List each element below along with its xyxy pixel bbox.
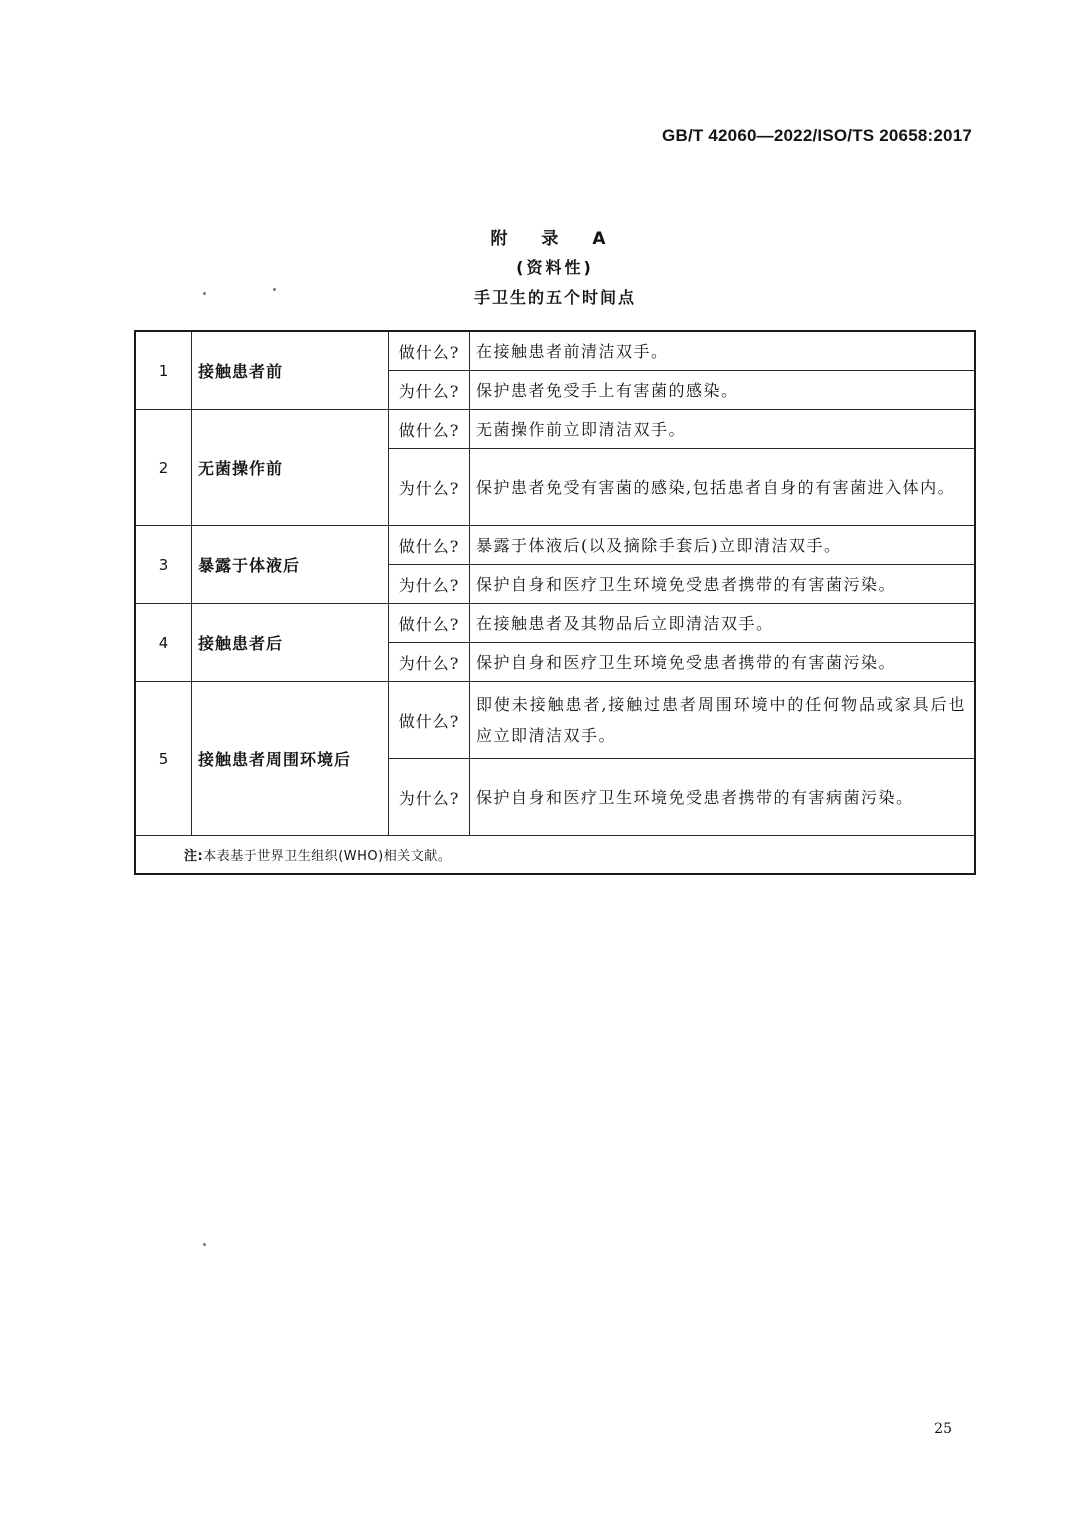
note-label: 注: [184,849,204,864]
row-number: 2 [135,410,192,526]
row-number: 1 [135,331,192,410]
answer-why: 保护自身和医疗卫生环境免受患者携带的有害病菌污染。 [470,759,976,836]
answer-why: 保护自身和医疗卫生环境免受患者携带的有害菌污染。 [470,643,976,682]
question-what: 做什么? [389,682,470,759]
question-what: 做什么? [389,410,470,449]
moment-name: 接触患者后 [192,604,389,682]
appendix-title: 附 录 A [490,229,620,249]
question-what: 做什么? [389,526,470,565]
table-row [135,410,975,449]
appendix-type: (资料性) [516,258,594,277]
table-row [135,604,975,643]
moment-name: 接触患者前 [192,331,389,410]
answer-why: 保护患者免受有害菌的感染,包括患者自身的有害菌进入体内。 [470,449,976,526]
table-note-row [135,836,975,875]
answer-what: 无菌操作前立即清洁双手。 [470,410,976,449]
row-number: 5 [135,682,192,836]
answer-what: 在接触患者前清洁双手。 [470,331,976,371]
answer-why: 保护患者免受手上有害菌的感染。 [470,371,976,410]
question-why: 为什么? [389,449,470,526]
table-row [135,526,975,565]
answer-what: 暴露于体液后(以及摘除手套后)立即清洁双手。 [470,526,976,565]
table-row [135,682,975,759]
standard-code: GB/T 42060—2022/ISO/TS 20658:2017 [662,126,972,145]
page-number: 25 [934,1421,952,1437]
answer-what: 即使未接触患者,接触过患者周围环境中的任何物品或家具后也应立即清洁双手。 [470,682,976,759]
moment-name: 暴露于体液后 [192,526,389,604]
question-why: 为什么? [389,565,470,604]
row-number: 4 [135,604,192,682]
question-what: 做什么? [389,331,470,371]
question-what: 做什么? [389,604,470,643]
moment-name: 接触患者周围环境后 [192,682,389,836]
table-note [135,836,975,875]
moment-name: 无菌操作前 [192,410,389,526]
question-why: 为什么? [389,643,470,682]
scan-speck [203,1243,206,1246]
five-moments-table [134,330,976,875]
answer-why: 保护自身和医疗卫生环境免受患者携带的有害菌污染。 [470,565,976,604]
table-title: 手卫生的五个时间点 [473,288,636,307]
question-why: 为什么? [389,759,470,836]
scan-speck [273,288,276,291]
table-row [135,331,975,371]
row-number: 3 [135,526,192,604]
answer-what: 在接触患者及其物品后立即清洁双手。 [470,604,976,643]
scan-speck [203,292,206,295]
note-text: 本表基于世界卫生组织(WHO)相关文献。 [203,849,452,864]
question-why: 为什么? [389,371,470,410]
